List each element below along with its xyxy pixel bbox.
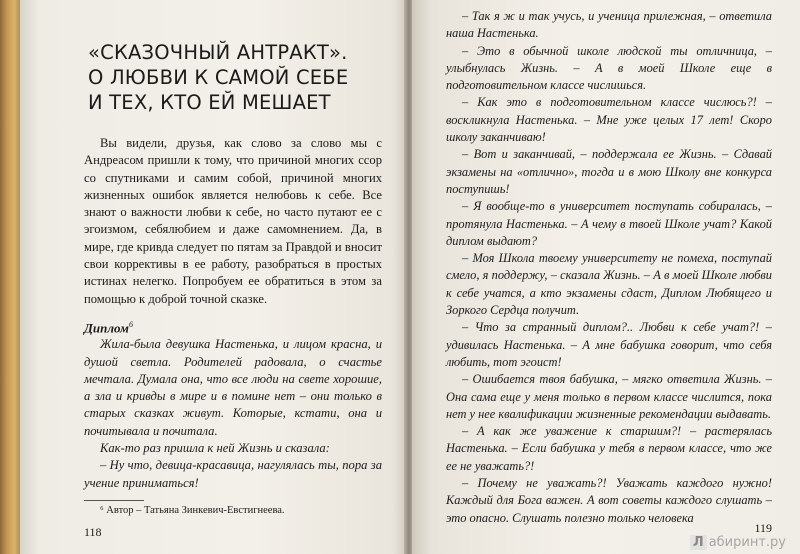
heading-line: И ТЕХ, КТО ЕЙ МЕШАЕТ [88,91,331,114]
page-number-left: 118 [84,525,102,539]
footnote-marker: 6 [128,319,133,329]
footnote-divider [84,500,144,501]
dialogue-paragraph: – Это в обычной школе людской ты отличница, – улыбнулась Жизнь. – А в моей Школе еще в подготовительном классе числишься. [446,43,772,93]
story-paragraph: Как-то раз пришла к ней Жизнь и сказала: [100,441,330,456]
left-page [20,0,408,554]
left-body [84,135,382,517]
intro-paragraph: Вы видели, друзья, как слово за слово мы с Андреасом пришли к тому, что причиной многих ссор со спутниками и самим собой, причиной многих жизненных ошибок является нелюбовь к себе. Все знают о важности любви к себе, но часто путают ее с эгоизмом, себялюбием и даже самомнением. Да, в мире, где кривда следует по пятам за Правдой и вносит свои коррективы в ее работу, разобраться в простых истинах нелегко. Попробуем ее обратиться в этом за помощью к доброй точной сказке. [84,136,382,306]
section-title-text: Диплом [84,320,129,336]
dialogue-paragraph: – Так я ж и так учусь, и ученица прилежная, – ответила наша Настенька. [446,9,772,41]
story-paragraph: – Ну что, девица-красавица, нагулялась ты, пора за учение приниматься! [84,458,382,490]
dialogue-paragraph: – Я вообще-то в университет поступать собиралась, – протянула Настенька. – А чему в твоей Школе учат? Какой диплом выдают? [446,199,772,248]
section-title [84,316,382,336]
watermark-text: абиринт.ру [708,535,786,550]
page-number-right: 119 [754,521,772,535]
dialogue-paragraph: – Что за странный диплом?.. Любви к себе учат?! – удивилась Настенька. – А мне бабушка говорит, что себя любить, тот эгоист! [446,320,772,369]
chapter-heading [88,40,382,115]
dialogue-paragraph: – Почему не уважать?! Уважать каждого нужно! Каждый для Бога важен. А вот советы каждого слушать – это опасно. Слушать полезно только человека [446,476,772,525]
watermark-badge: Л [690,535,707,550]
heading-line: «СКАЗОЧНЫЙ АНТРАКТ». [88,41,348,64]
watermark [690,535,786,550]
footnote: ⁶ Автор – Татьяна Зинкевич-Евстигнеева. [100,504,285,516]
right-body [446,8,772,527]
right-page [412,0,800,554]
dialogue-paragraph: – Как это в подготовительном классе числюсь?! – воскликнула Настенька. – Мне уже целых 17 лет! Скоро школу заканчиваю! [446,95,772,145]
story-paragraph: Жила-была девушка Настенька, и лицом красна, и душой светла. Родителей радовала, о счастье мечтала. Думала она, что все люди на свете хорошие, а зла и кривды в мире и в помине нет – они только в старых сказках живут. Которые, кстати, она и почитывала и почитала. [84,337,382,438]
dialogue-paragraph: – Ошибается твоя бабушка, – мягко ответила Жизнь. – Она сама еще у меня только в первом классе числится, пока нет у нее квалификации жизненные рекомендации выдавать. [446,372,772,421]
heading-line: О ЛЮБВИ К САМОЙ СЕБЕ [88,66,349,89]
dialogue-paragraph: – А как же уважение к старшим?! – растерялась Настенька. – Если бабушка у тебя в первом классе, что же ее не уважать?! [446,424,772,473]
dialogue-paragraph: – Вот и заканчивай, – поддержала ее Жизнь. – Сдавай экзамены на «отлично», тогда и в мою Школу вне конкурса поступишь! [446,147,772,196]
dialogue-paragraph: – Моя Школа твоему университету не помеха, поступай смело, я поддержу, – сказала Жизнь. – А в моей Школе любви к себе учатся, а кто экзамены сдаст, Диплом Любящего и Зоркого Сердца получит. [446,251,772,318]
